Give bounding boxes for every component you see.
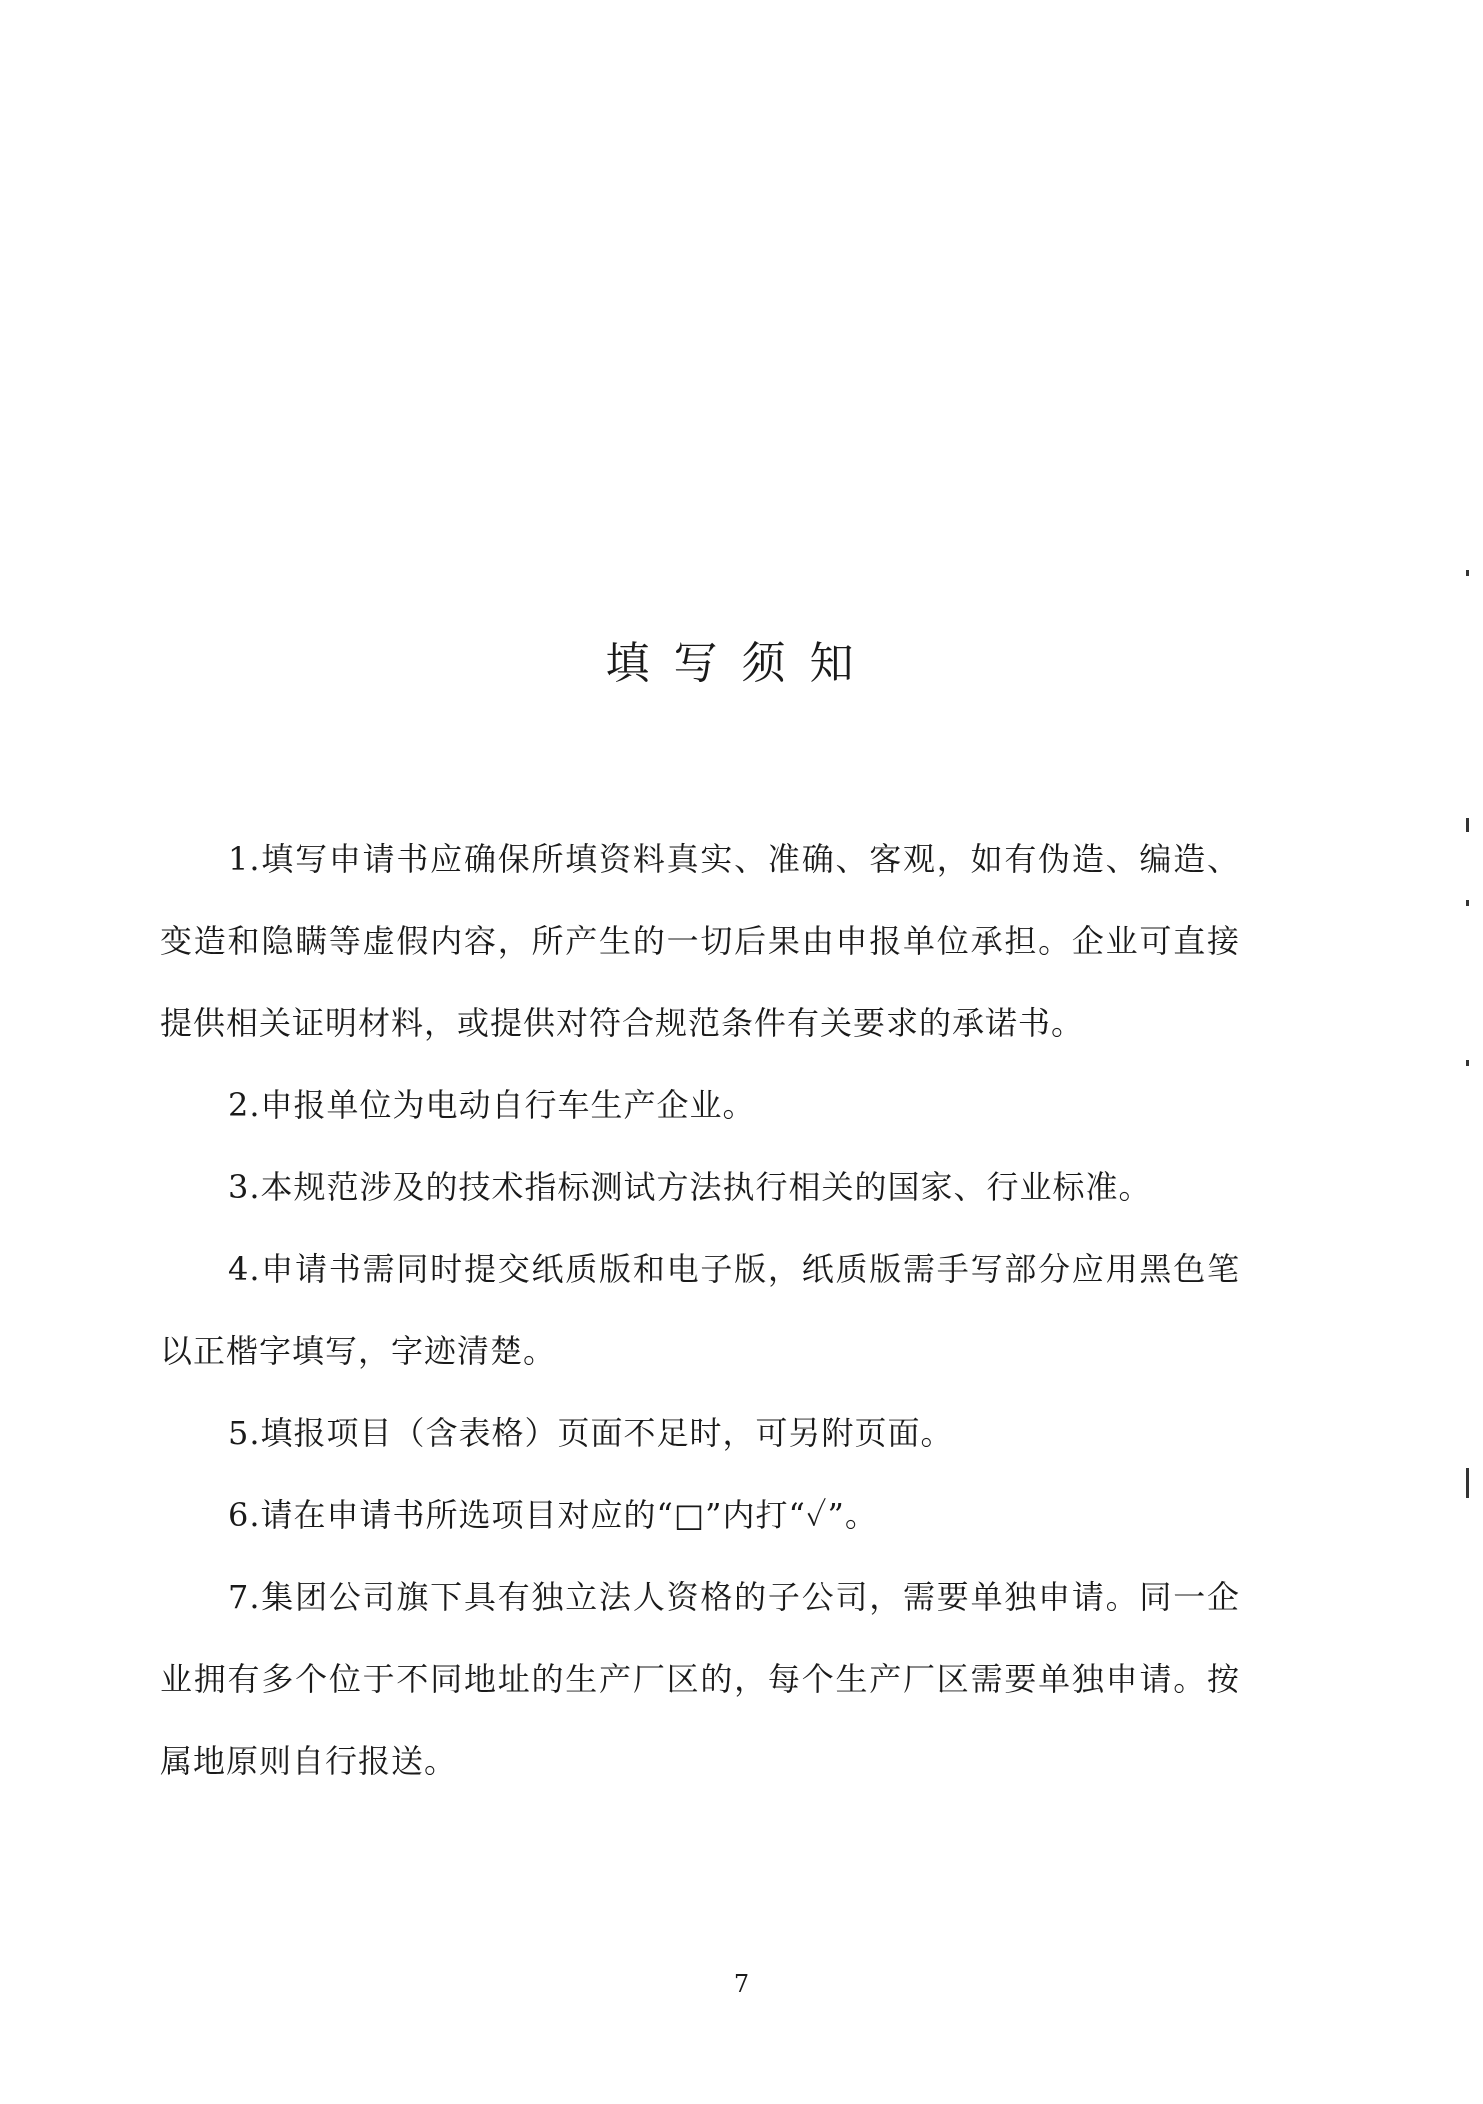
page-number: 7 [733, 1970, 750, 1998]
scan-edge-mark [1466, 570, 1469, 576]
notice-item-4: 4.申请书需同时提交纸质版和电子版，纸质版需手写部分应用黑色笔以正楷字填写，字迹清楚。 [160, 1250, 1240, 1370]
notice-item-2: 2.申报单位为电动自行车生产企业。 [228, 1086, 756, 1124]
notice-item-1: 1.填写申请书应确保所填资料真实、准确、客观，如有伪造、编造、变造和隐瞒等虚假内容，所产生的一切后果由申报单位承担。企业可直接提供相关证明材料，或提供对符合规范条件有关要求的承诺书。 [160, 840, 1240, 1042]
notice-item-7: 7.集团公司旗下具有独立法人资格的子公司，需要单独申请。同一企业拥有多个位于不同地址的生产厂区的，每个生产厂区需要单独申请。按属地原则自行报送。 [160, 1578, 1240, 1780]
page-title: 填写须知 [605, 638, 878, 690]
notice-list [160, 818, 1240, 1802]
notice-item-6: 6.请在申请书所选项目对应的“□”内打“✓”。 [228, 1496, 878, 1534]
scan-edge-mark [1466, 818, 1469, 832]
scan-edge-mark [1466, 1468, 1469, 1498]
scan-edge-mark [1466, 1060, 1469, 1066]
notice-item-5: 5.填报项目（含表格）页面不足时，可另附页面。 [228, 1414, 954, 1452]
scan-edge-mark [1466, 900, 1469, 906]
notice-item-3: 3.本规范涉及的技术指标测试方法执行相关的国家、行业标准。 [228, 1168, 1152, 1206]
